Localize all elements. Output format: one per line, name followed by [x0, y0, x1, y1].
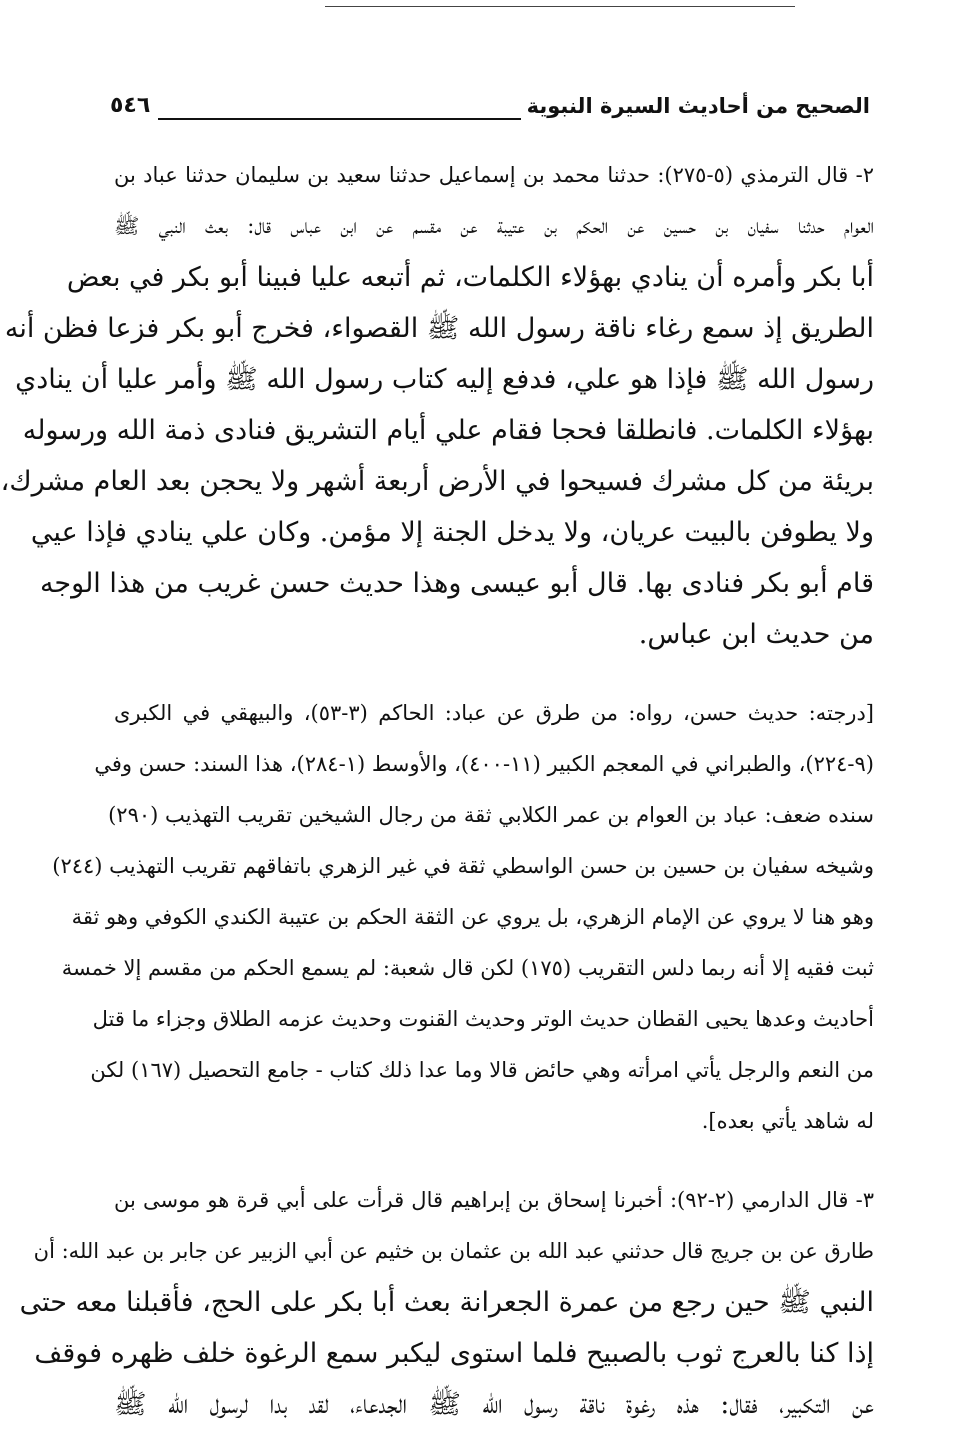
- hadith-2-line: بهؤلاء الكلمات. فانطلقا فحجا فقام علي أيام التشريق فنادى ذمة الله ورسوله: [22, 415, 874, 446]
- top-rule: [325, 6, 795, 7]
- hadith-3-line: طارق عن بن جريج قال حدثني عبد الله بن عثمان بن خثيم عن أبي الزبير عن جابر بن عبد الله: أن: [33, 1239, 874, 1263]
- page-number: ٥٤٦: [110, 92, 158, 120]
- grading-line: وشيخه سفيان بن حسين بن حسن الواسطي ثقة في غير الزهري باتفاقهم تقريب التهذيب (٢٤٤): [52, 854, 874, 878]
- page-body: [0, 150, 874, 1430]
- grading-line: ثبت فقيه إلا أنه ربما دلس التقريب (١٧٥) لكن قال شعبة: لم يسمع الحكم من مقسم إلا خمسة: [61, 956, 874, 980]
- hadith-2-line: أبا بكر وأمره أن ينادي بهؤلاء الكلمات، ثم أتبعه عليا فبينا أبو بكر في بعض: [66, 262, 874, 293]
- hadith-2-line: ٢- قال الترمذي (٥-٢٧٥): حدثنا محمد بن إسماعيل حدثنا سعيد بن سليمان حدثنا عباد بن: [114, 163, 874, 187]
- hadith-2-line: العوام حدثنا سفيان بن حسين عن الحكم بن عتيبة عن مقسم عن ابن عباس قال: بعث النبي ﷺ: [114, 214, 874, 238]
- hadith-3: [19, 1175, 874, 1430]
- grading-note: [52, 688, 874, 1147]
- hadith-2-line: ولا يطوفن بالبيت عريان، ولا يدخل الجنة إلا مؤمن. وكان علي ينادي فإذا عيي: [30, 517, 874, 548]
- hadith-2-line: من حديث ابن عباس.: [638, 619, 874, 650]
- grading-line: له شاهد يأتي بعده].: [701, 1109, 874, 1133]
- grading-line: سنده ضعف: عباد بن العوام بن عمر الكلابي ثقة من رجال الشيخين تقريب التهذيب (٢٩٠): [108, 803, 874, 827]
- running-title: الصحيح من أحاديث السيرة النبوية: [521, 92, 870, 120]
- grading-line: وهو هنا لا يروي عن الإمام الزهري، بل يروي عن الثقة الحكم بن عتيبة الكندي الكوفي وهو ثقة: [71, 905, 874, 929]
- running-header: [110, 92, 870, 126]
- hadith-3-line: عن التكبير، فقال: هذه رغوة ناقة رسول الله ﷺ الجدعاء، لقد بدا لرسول الله ﷺ: [114, 1389, 874, 1420]
- hadith-3-line: النبي ﷺ حين رجع من عمرة الجعرانة بعث أبا بكر على الحج، فأقبلنا معه حتى: [19, 1287, 874, 1318]
- grading-line: [درجته: حديث حسن، رواه: من طرق عن عباد: الحاكم (٣-٥٣)، والبيهقي في الكبرى: [114, 701, 874, 725]
- hadith-2-line: بريئة من كل مشرك فسيحوا في الأرض أربعة أشهر ولا يحجن بعد العام مشرك،: [0, 466, 874, 497]
- grading-line: أحاديث وعدها يحيى القطان حديث الوتر وحديث القنوت وحديث عزمه الطلاق وجزاء ما قتل: [92, 1007, 874, 1031]
- hadith-3-line: ٣- قال الدارمي (٢-٩٢): أخبرنا إسحاق بن إبراهيم قال قرأت على أبي قرة هو موسى بن: [114, 1188, 874, 1212]
- hadith-2-line: رسول الله ﷺ فإذا هو علي، فدفع إليه كتاب رسول الله ﷺ وأمر عليا أن ينادي: [15, 364, 874, 395]
- hadith-2: [0, 150, 874, 660]
- grading-line: من النعم والرجل يأتي امرأته وهي حائض قالا وما عدا ذلك كتاب - جامع التحصيل (١٦٧) لكن: [90, 1058, 874, 1082]
- hadith-3-line: إذا كنا بالعرج ثوب بالصبيح فلما استوى ليكبر سمع الرغوة خلف ظهره فوقف: [34, 1338, 874, 1369]
- hadith-2-line: قام أبو بكر فنادى بها. قال أبو عيسى وهذا حديث حسن غريب من هذا الوجه: [39, 568, 874, 599]
- hadith-2-line: الطريق إذ سمع رغاء ناقة رسول الله ﷺ القصواء، فخرج أبو بكر فزعا فظن أنه: [4, 313, 874, 344]
- grading-line: (٩-٢٢٤)، والطبراني في المعجم الكبير (١١-٤٠٠)، والأوسط (١-٢٨٤)، هذا السند: حسن وفي: [94, 752, 874, 776]
